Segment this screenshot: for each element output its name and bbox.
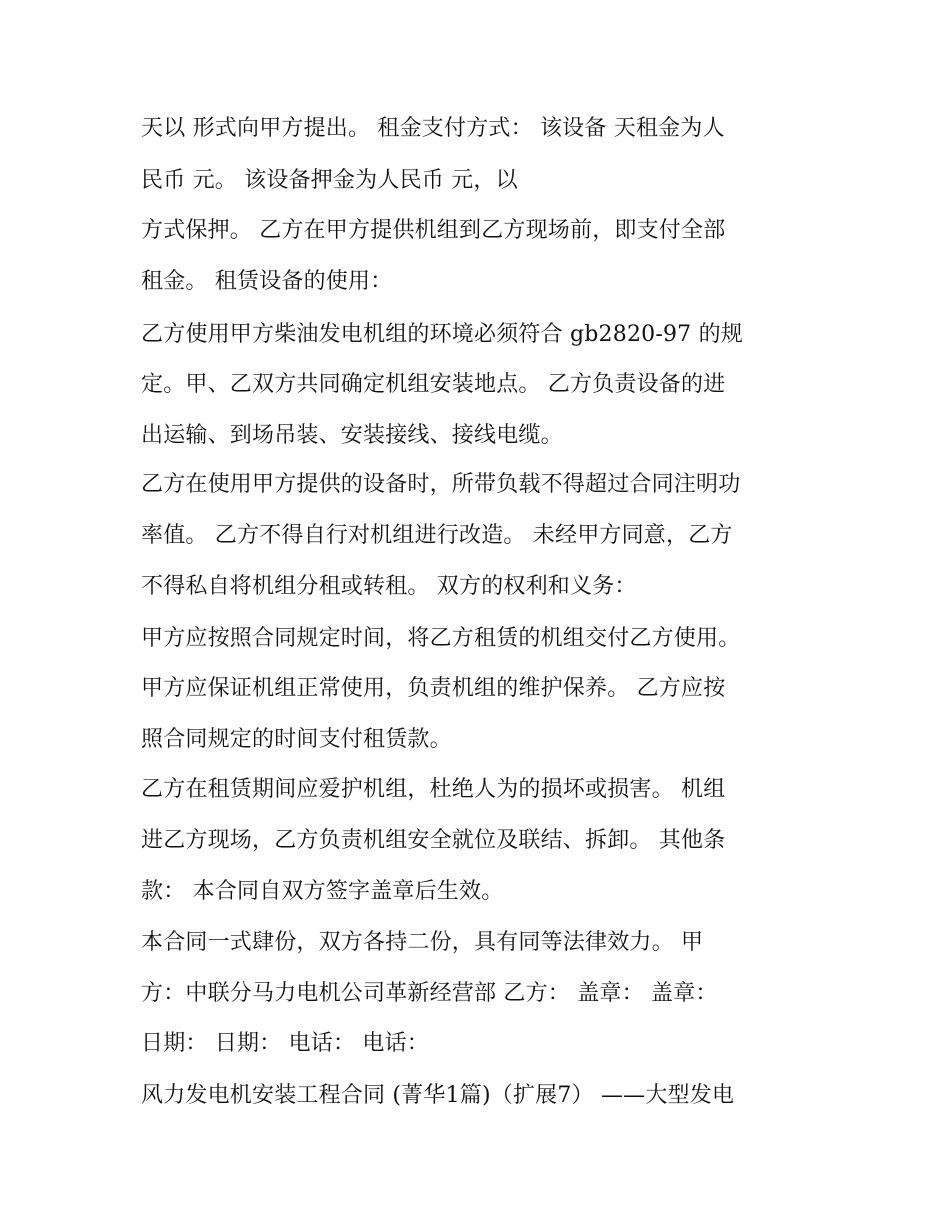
text-line-20: 风力发电机安装工程合同 (菁华1篇)（扩展7） ——大型发电 bbox=[141, 1083, 735, 1108]
text-line-2: 民币 元。 该设备押金为人民币 元，以 bbox=[141, 168, 518, 193]
text-line-3: 方式保押。 乙方在甲方提供机组到乙方现场前，即支付全部 bbox=[141, 218, 726, 243]
text-line-15: 进乙方现场，乙方负责机组安全就位及联结、拆卸。 其他条 bbox=[141, 828, 726, 853]
text-line-7: 出运输、到场吊装、安装接线、接线电缆。 bbox=[141, 423, 563, 448]
text-line-11: 甲方应按照合同规定时间，将乙方租赁的机组交付乙方使用。 bbox=[141, 626, 741, 651]
text-line-18: 方：中联分马力电机公司革新经营部 乙方： 盖章： 盖章： bbox=[141, 981, 718, 1006]
text-line-4: 租金。 租赁设备的使用： bbox=[141, 269, 393, 294]
text-line-5: 乙方使用甲方柴油发电机组的环境必须符合 gb2820-97 的规 bbox=[141, 322, 743, 347]
text-line-14: 乙方在租赁期间应爱护机组，杜绝人为的损坏或损害。 机组 bbox=[141, 777, 726, 802]
text-line-19: 日期： 日期： 电话： 电话： bbox=[141, 1031, 429, 1056]
text-line-1: 天以 形式向甲方提出。 租金支付方式： 该设备 天租金为人 bbox=[141, 116, 725, 141]
text-line-8: 乙方在使用甲方提供的设备时，所带负载不得超过合同注明功 bbox=[141, 472, 741, 497]
text-line-9: 率值。 乙方不得自行对机组进行改造。 未经甲方同意，乙方 bbox=[141, 523, 733, 548]
text-line-17: 本合同一式肆份，双方各持二份，具有同等法律效力。 甲 bbox=[141, 930, 704, 955]
text-line-12: 甲方应保证机组正常使用，负责机组的维护保养。 乙方应按 bbox=[141, 676, 726, 701]
text-line-16: 款： 本合同自双方签字盖章后生效。 bbox=[141, 879, 504, 904]
text-line-10: 不得私自将机组分租或转租。 双方的权利和义务： bbox=[141, 574, 637, 599]
text-line-6: 定。甲、乙双方共同确定机组安装地点。 乙方负责设备的进 bbox=[141, 372, 726, 397]
text-line-13: 照合同规定的时间支付租赁款。 bbox=[141, 727, 452, 752]
